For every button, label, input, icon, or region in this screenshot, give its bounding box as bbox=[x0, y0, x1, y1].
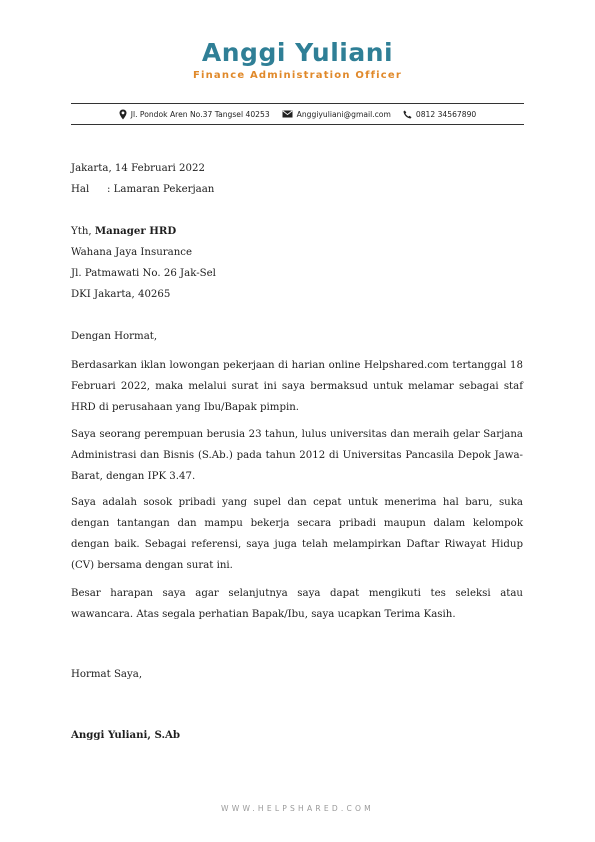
footer-website: WWW.HELPSHARED.COM bbox=[221, 804, 374, 813]
contact-phone-text: 0812 34567890 bbox=[415, 109, 477, 119]
greeting: Dengan Hormat, bbox=[71, 331, 158, 342]
recipient-address-line1: Jl. Patmawati No. 26 Jak-Sel bbox=[71, 268, 216, 279]
recipient-prefix: Yth, bbox=[71, 226, 95, 237]
applicant-name: Anggi Yuliani bbox=[201, 38, 394, 67]
subject-value: : Lamaran Pekerjaan bbox=[107, 184, 215, 195]
paragraph-3: Saya adalah sosok pribadi yang supel dan cepat untuk menerima hal baru, suka dengan tantangan dan mampu bekerja secara pribadi maupun dalam kelompok dengan baik. Sebagai referensi, saya juga telah melampirkan Daftar Riwayat Hidup (CV) bersama dengan surat ini. bbox=[71, 497, 523, 571]
letter-body bbox=[71, 158, 523, 200]
signature-name bbox=[71, 725, 523, 746]
recipient-block bbox=[71, 221, 523, 305]
date-line: Jakarta, 14 Februari 2022 bbox=[71, 163, 205, 174]
contact-address-text: Jl. Pondok Aren No.37 Tangsel 40253 bbox=[130, 109, 270, 119]
contact-address bbox=[119, 109, 270, 120]
recipient-company: Wahana Jaya Insurance bbox=[71, 247, 193, 258]
contact-email bbox=[282, 110, 391, 119]
paragraph-2: Saya seorang perempuan berusia 23 tahun, lulus universitas dan meraih gelar Sarjana Administrasi dan Bisnis (S.Ab.) pada tahun 2012 di Universitas Pancasila Depok Jawa-Barat, dengan IPK 3.47. bbox=[71, 429, 523, 482]
location-pin-icon bbox=[119, 109, 127, 120]
phone-icon bbox=[403, 110, 412, 119]
paragraph-1: Berdasarkan iklan lowongan pekerjaan di harian online Helpshared.com tertanggal 18 Februari 2022, maka melalui surat ini saya bermaksud untuk melamar sebagai staf HRD di perusahaan yang Ibu/Bapak pimpin. bbox=[71, 360, 523, 413]
recipient-title: Manager HRD bbox=[94, 225, 177, 237]
paragraph-4: Besar harapan saya agar selanjutnya saya dapat mengikuti tes seleksi atau wawancara. Atas segala perhatian Bapak/Ibu, saya ucapkan Terima Kasih. bbox=[71, 588, 523, 620]
applicant-job-title: Finance Administration Officer bbox=[192, 70, 403, 81]
recipient-address-line2: DKI Jakarta, 40265 bbox=[71, 289, 171, 300]
contact-phone bbox=[403, 110, 476, 119]
subject-line bbox=[71, 179, 523, 200]
subject-label: Hal bbox=[71, 184, 90, 195]
contact-bar bbox=[71, 107, 524, 121]
contact-bottom-divider bbox=[71, 124, 524, 125]
recipient-line bbox=[71, 221, 523, 242]
contact-top-divider bbox=[71, 103, 524, 104]
closing: Hormat Saya, bbox=[71, 669, 143, 680]
signature-name-text: Anggi Yuliani, S.Ab bbox=[71, 729, 181, 741]
contact-email-text: Anggiyuliani@gmail.com bbox=[296, 109, 391, 119]
envelope-icon bbox=[282, 110, 293, 118]
